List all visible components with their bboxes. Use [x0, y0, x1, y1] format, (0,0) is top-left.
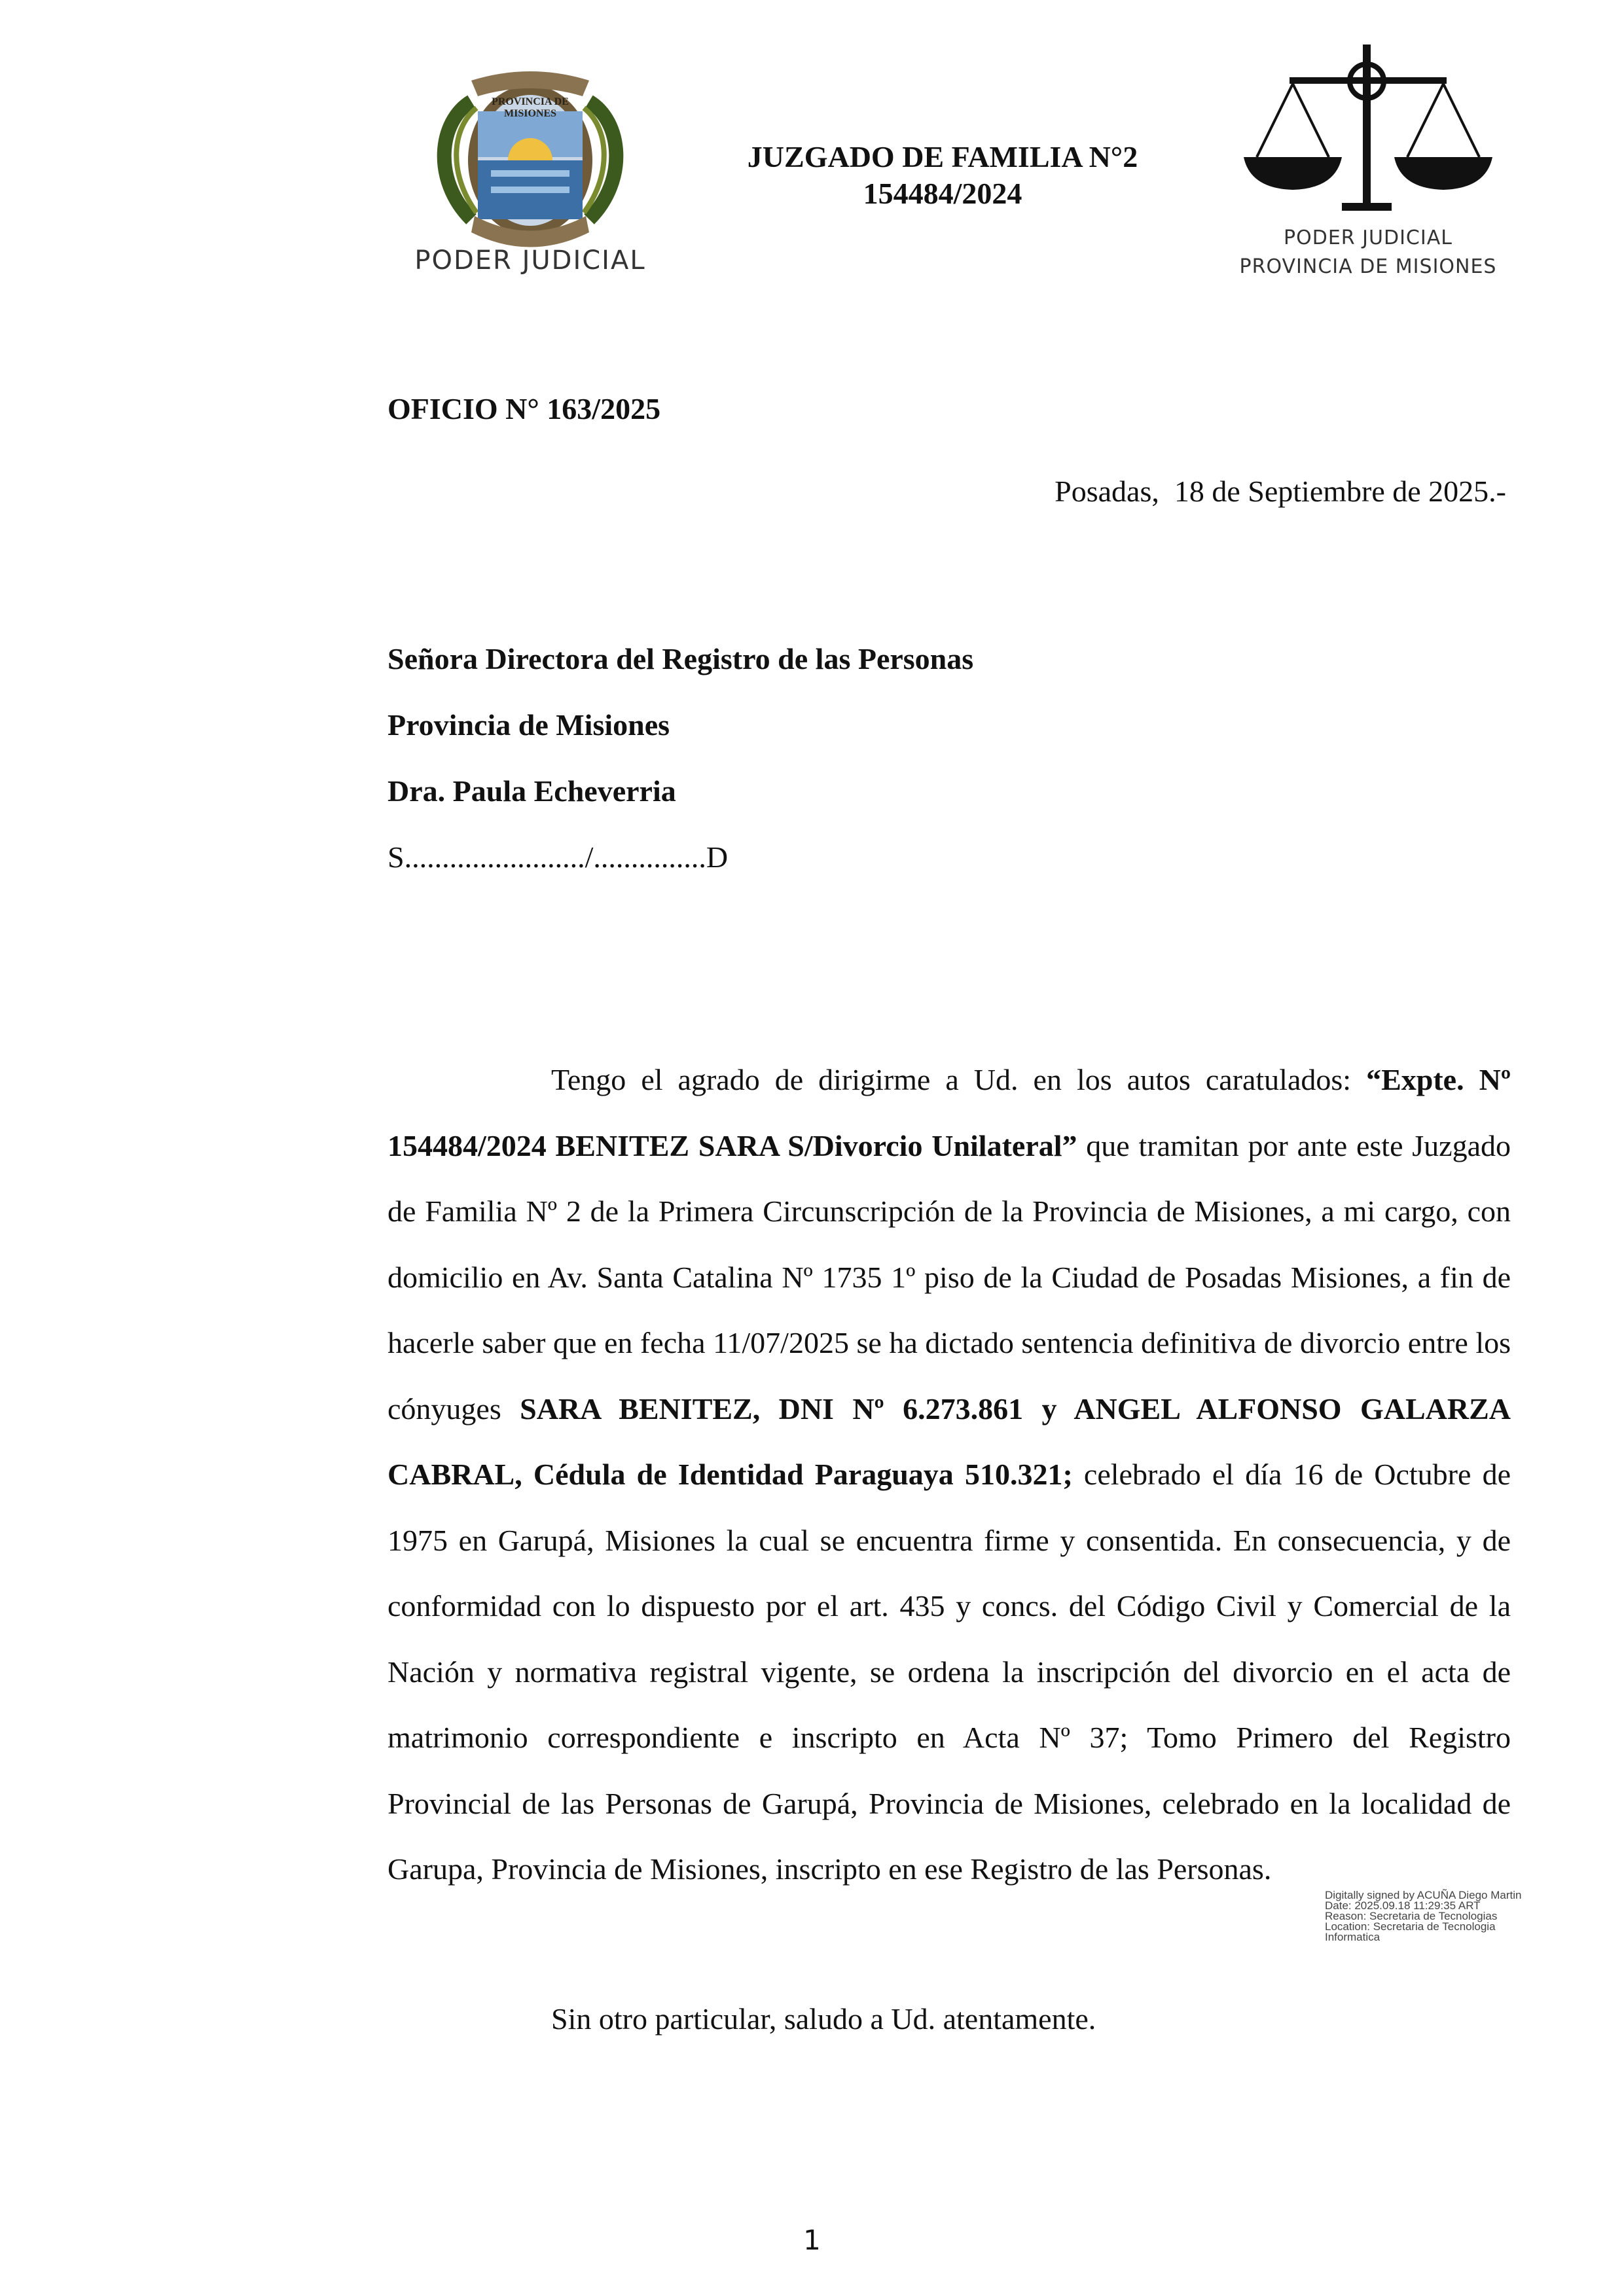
court-name: JUZGADO DE FAMILIA N°2 [747, 140, 1138, 173]
body-paragraph [388, 1047, 1511, 1903]
addressee-block [388, 641, 973, 906]
closing-line: Sin otro particular, saludo a Ud. atentamente. [551, 2002, 1096, 2036]
place-date: Posadas, 18 de Septiembre de 2025.- [1055, 475, 1506, 508]
right-logo-caption-1: PODER JUDICIAL [1284, 226, 1453, 249]
addressee-line-2: Provincia de Misiones [388, 708, 670, 742]
body-part-2: que tramitan por ante este Juzgado de Familia Nº 2 de la Primera Circunscripción de la Provincia de Misiones, a mi cargo, con domicilio en Av. Santa Catalina Nº 1735 1º piso de la Ciudad de Posadas Misiones, a fin de hacerle saber que en fecha 11/07/2025 se ha dictado sentencia definitiva de divorcio entre los cónyuges [388, 1128, 1511, 1426]
page-number: 1 [803, 2224, 821, 2256]
addressee-salutation: S......................../...............D [388, 840, 729, 874]
scales-of-justice-icon [1218, 39, 1519, 229]
oficio-number: OFICIO N° 163/2025 [388, 392, 661, 425]
signature-line-3: Reason: Secretaria de Tecnologias [1325, 1910, 1498, 1922]
left-logo-caption: PODER JUDICIAL [414, 245, 646, 276]
addressee-line-3: Dra. Paula Echeverria [388, 774, 676, 808]
signature-line-5: Informatica [1325, 1931, 1380, 1943]
body-part-3: celebrado el día 16 de Octubre de 1975 en Garupá, Misiones la cual se encuentra firme y consentida. En consecuencia, y de conformidad con lo dispuesto por el art. 435 y concs. del Código Civil y Comercial de la Nación y normativa registral vigente, se ordena la inscripción del divorcio en el acta de matrimonio correspondiente e inscripto en Acta Nº 37; Tomo Primero del Registro Provincial de las Personas de Garupá, Provincia de Misiones, celebrado en la localidad de Garupa, Provincia de Misiones, inscripto en ese Registro de las Personas. [388, 1458, 1511, 1886]
body-intro: Tengo el agrado de dirigirme a Ud. en los autos caratulados: [551, 1063, 1367, 1096]
signature-line-1: Digitally signed by ACUÑA Diego Martin [1325, 1889, 1522, 1901]
header-case-number: 154484/2024 [863, 177, 1022, 210]
signature-line-4: Location: Secretaria de Tecnologia [1325, 1920, 1496, 1933]
digital-signature-stamp [1325, 1890, 1561, 1943]
right-logo [1218, 39, 1519, 288]
left-logo [393, 56, 668, 285]
addressee-line-1: Señora Directora del Registro de las Personas [388, 642, 974, 675]
header-title [707, 139, 1178, 212]
left-logo-seal-text: PROVINCIA DE MISIONES [492, 96, 569, 119]
signature-line-2: Date: 2025.09.18 11:29:35 ART [1325, 1899, 1481, 1912]
right-logo-caption-2: PROVINCIA DE MISIONES [1239, 255, 1497, 278]
body-case-title: “Expte. Nº 154484/2024 BENITEZ SARA S/Divorcio Unilateral” [388, 1063, 1511, 1162]
body-parties: SARA BENITEZ, DNI Nº 6.273.861 y ANGEL ALFONSO GALARZA CABRAL, Cédula de Identidad Paraguaya 510.321; [388, 1391, 1511, 1491]
